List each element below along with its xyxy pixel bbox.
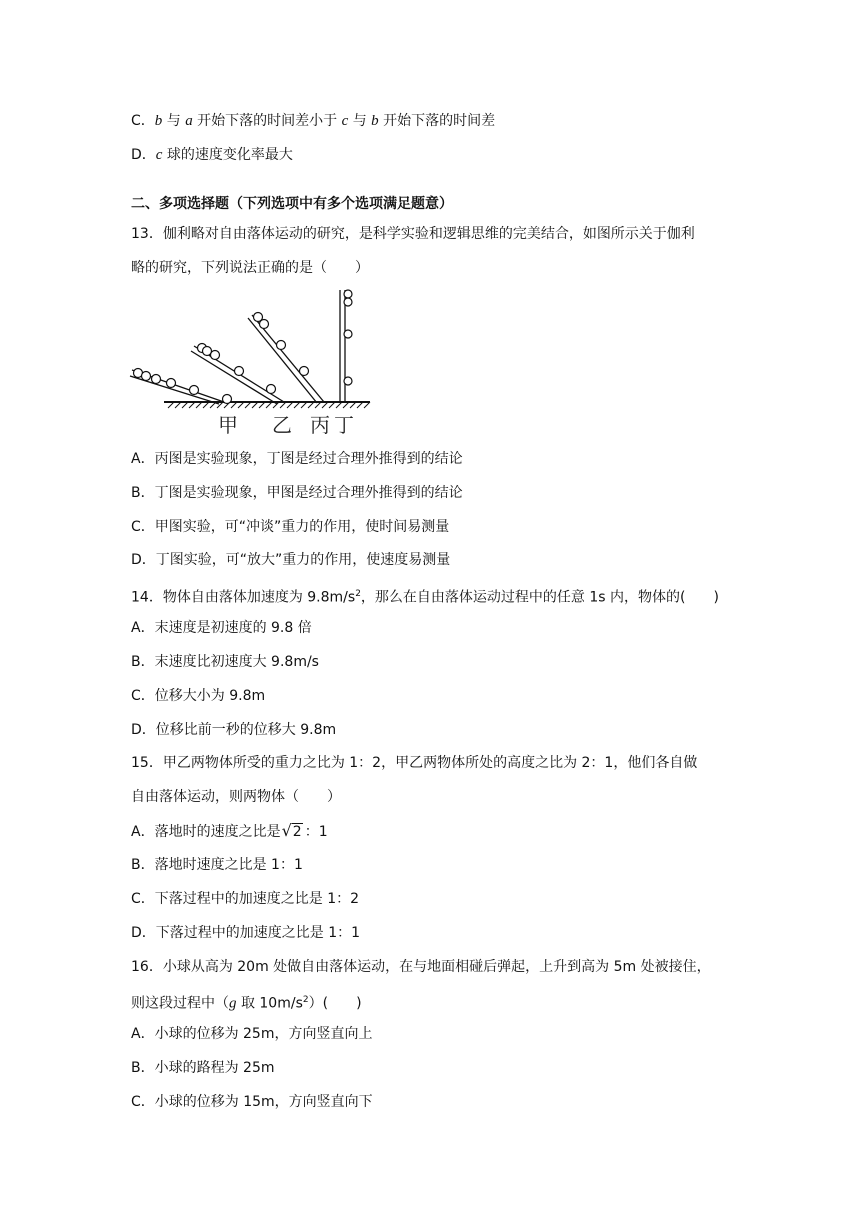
q15-stem-line1: 15．甲乙两物体所受的重力之比为 1：2，甲乙两物体所处的高度之比为 2：1，他们各自做 bbox=[131, 755, 698, 771]
q15-option-d: D．下落过程中的加速度之比是 1：1 bbox=[131, 925, 361, 941]
q13-option-a: A．丙图是实验现象，丁图是经过合理外推得到的结论 bbox=[131, 451, 463, 467]
q16-stem-line2: 则这段过程中（g 取 $10m/s^2$）( ) bbox=[131, 995, 362, 1012]
q16-stem-line1: 16．小球从高为 20m 处做自由落体运动，在与地面相碰后弹起，上升到高为 5m 处被接住， bbox=[131, 959, 711, 975]
section-heading: 二、多项选择题（下列选项中有多个选项满足题意） bbox=[131, 196, 453, 212]
q15-option-b: B．落地时速度之比是 1：1 bbox=[131, 857, 303, 873]
q13-option-c: C．甲图实验，可“冲谈”重力的作用，使时间易测量 bbox=[131, 519, 450, 535]
q16-option-a: A．小球的位移为 25m，方向竖直向上 bbox=[131, 1026, 373, 1042]
q14-stem: 14．物体自由落体加速度为 $9.8m/s^2$，那么在自由落体运动过程中的任意 1s 内，物体的( ) bbox=[131, 589, 719, 606]
q12-option-d: D．c 球的速度变化率最大 bbox=[131, 147, 293, 163]
q14-option-d: D．位移比前一秒的位移大 9.8m bbox=[131, 722, 337, 738]
galileo-incline-figure bbox=[124, 282, 380, 440]
q13-option-b: B．丁图是实验现象，甲图是经过合理外推得到的结论 bbox=[131, 485, 463, 501]
q15-option-a: A．落地时的速度之比是√2 ：1 bbox=[131, 821, 328, 840]
label-yi: 乙 bbox=[272, 413, 292, 437]
q12-option-c: C．b 与 a 开始下落的时间差小于 c 与 b 开始下落的时间差 bbox=[131, 113, 496, 129]
q15-option-c: C．下落过程中的加速度之比是 1：2 bbox=[131, 891, 360, 907]
label-jia: 甲 bbox=[218, 413, 238, 437]
q14-option-c: C．位移大小为 9.8m bbox=[131, 688, 266, 704]
label-ding: 丁 bbox=[334, 413, 354, 437]
q14-option-a: A．末速度是初速度的 9.8 倍 bbox=[131, 620, 312, 636]
q13-stem-line2: 略的研究，下列说法正确的是（ ） bbox=[131, 260, 369, 276]
q16-option-b: B．小球的路程为 25m bbox=[131, 1060, 275, 1076]
label-bing: 丙 bbox=[310, 413, 330, 437]
q15-stem-line2: 自由落体运动，则两物体（ ） bbox=[131, 789, 341, 805]
q14-option-b: B．末速度比初速度大 9.8m/s bbox=[131, 654, 319, 670]
q13-stem-line1: 13．伽利略对自由落体运动的研究，是科学实验和逻辑思维的完美结合，如图所示关于伽利 bbox=[131, 226, 695, 242]
q13-option-d: D．丁图实验，可“放大”重力的作用，使速度易测量 bbox=[131, 552, 451, 568]
q16-option-c: C．小球的位移为 15m，方向竖直向下 bbox=[131, 1094, 373, 1110]
sqrt-symbol: √2 bbox=[281, 821, 302, 840]
